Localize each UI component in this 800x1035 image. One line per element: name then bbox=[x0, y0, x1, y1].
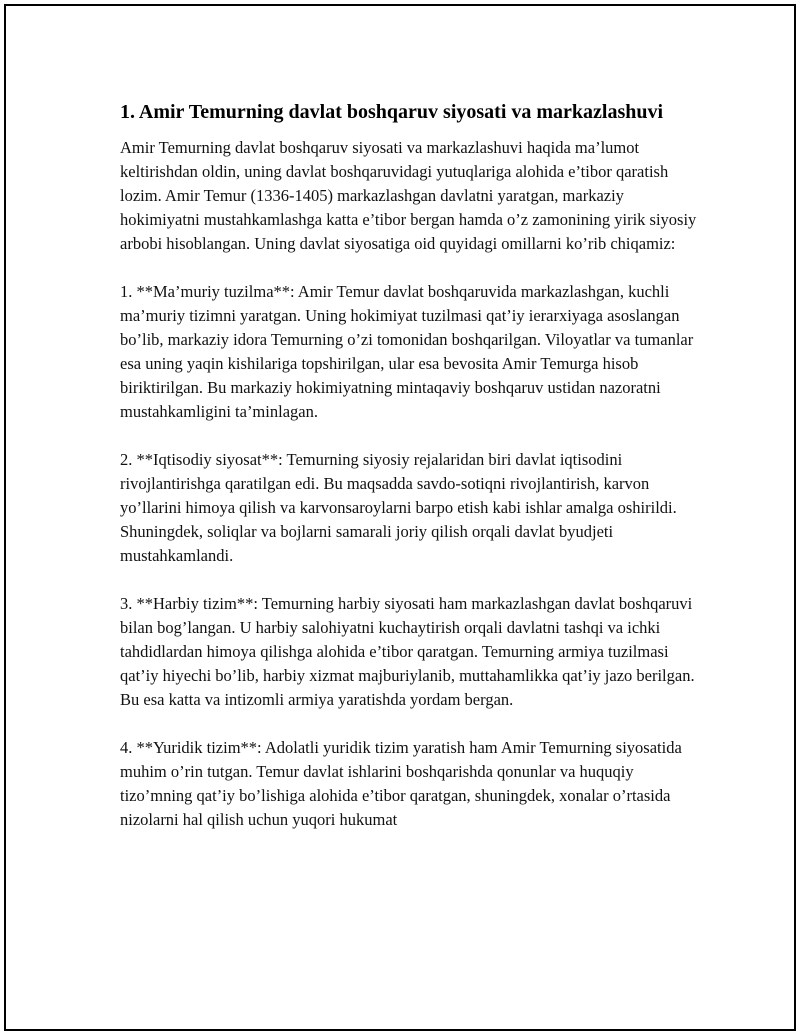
paragraph-economic-policy: 2. **Iqtisodiy siyosat**: Temurning siyosiy rejalaridan biri davlat iqtisodini rivojlantirishga qaratilgan edi. Bu maqsadda savdo-sotiqni rivojlantirish, karvon yo’llarini himoya qilish va karvonsaroylarni barpo etish kabi ishlar amalga oshirildi. Shuningdek, soliqlar va bojlarni samarali joriy qilish orqali davlat byudjeti mustahkamlandi. bbox=[120, 450, 677, 565]
paragraph-military-system: 3. **Harbiy tizim**: Temurning harbiy siyosati ham markazlashgan davlat boshqaruvi bilan bog’langan. U harbiy salohiyatni kuchaytirish orqali davlatni tashqi va ichki tahdidlardan himoya qilishga alohida e’tibor qaratgan. Temurning armiya tuzilmasi qat’iy hiyechi bo’lib, harbiy xizmat majburiylanib, muttahamlikka qat’iy jazo berilgan. Bu esa katta va intizomli armiya yaratishda yordam bergan. bbox=[120, 594, 695, 709]
document-body bbox=[120, 98, 700, 832]
paragraph-administrative-structure: 1. **Ma’muriy tuzilma**: Amir Temur davlat boshqaruvida markazlashgan, kuchli ma’muriy tizimni yaratgan. Uning hokimiyat tuzilmasi qat’iy ierarxiyaga asoslangan bo’lib, markaziy idora Temurning o’zi tomonidan boshqarilgan. Viloyatlar va tumanlar esa uning yaqin kishilariga topshirilgan, ular esa bevosita Amir Temurga hisob biriktirilgan. Bu markaziy hokimiyatning mintaqaviy boshqaruv ustidan nazoratni mustahkamligini ta’minlagan. bbox=[120, 282, 694, 421]
paragraph-legal-system: 4. **Yuridik tizim**: Adolatli yuridik tizim yaratish ham Amir Temurning siyosatida muhim o’rin tutgan. Temur davlat ishlarini boshqarishda qonunlar va huquqiy tizo’mning qat’iy bo’lishiga alohida e’tibor qaratgan, shuningdek, xonalar o’rtasida nizolarni hal qilish uchun yuqori hukumat bbox=[120, 738, 682, 829]
intro-paragraph: Amir Temurning davlat boshqaruv siyosati va markazlashuvi haqida ma’lumot keltirishdan oldin, uning davlat boshqaruvidagi yutuqlariga alohida e’tibor qaratish lozim. Amir Temur (1336-1405) markazlashgan davlatni yaratgan, markaziy hokimiyatni mustahkamlashga katta e’tibor bergan hamda o’z zamonining yirik siyosiy arbobi hisoblangan. Uning davlat siyosatiga oid quyidagi omillarni ko’rib chiqamiz: bbox=[120, 138, 697, 253]
document-title: 1. Amir Temurning davlat boshqaruv siyosati va markazlashuvi bbox=[120, 101, 664, 123]
page-frame bbox=[4, 4, 796, 1031]
